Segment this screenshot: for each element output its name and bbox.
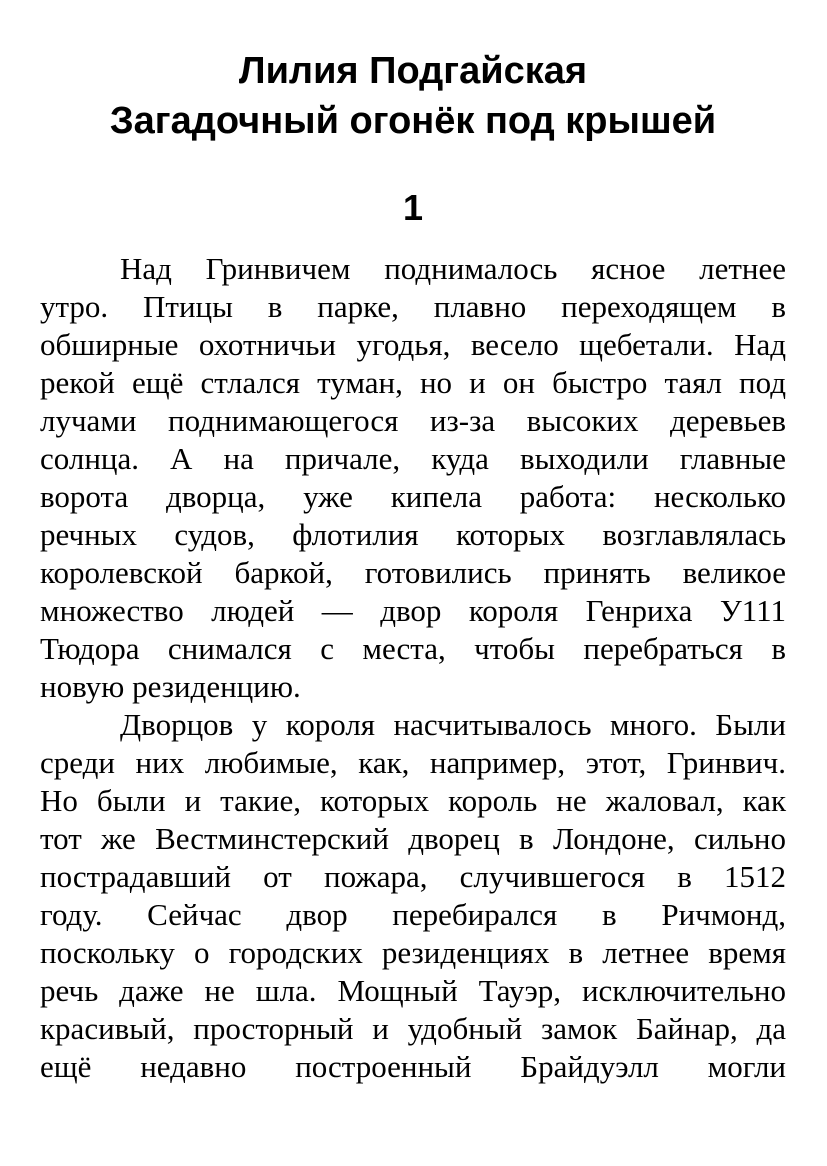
paragraph-2: [40, 706, 786, 1086]
text-line: королевской баркой, готовились принять великое: [40, 555, 786, 590]
text-line: речных судов, флотилия которых возглавлялась: [40, 517, 786, 552]
text-line: солнца. А на причале, куда выходили главные: [40, 441, 786, 476]
text-line: среди них любимые, как, например, этот, Гринвич.: [40, 745, 786, 780]
author-name: Лилия Подгайская: [238, 50, 588, 92]
body-text: [40, 250, 786, 1086]
text-line: году. Сейчас двор перебирался в Ричмонд,: [40, 897, 786, 932]
text-line: Тюдора снимался с места, чтобы перебраться в: [40, 631, 786, 666]
text-line: ещё недавно построенный Брайдуэлл могли: [40, 1049, 786, 1084]
text-line: красивый, просторный и удобный замок Байнар, да: [40, 1011, 786, 1046]
text-line: поскольку о городских резиденциях в летнее время: [40, 935, 786, 970]
document-page: [40, 0, 786, 1086]
text-line: новую резиденцию.: [40, 669, 301, 704]
book-title: Загадочный огонёк под крышей: [109, 100, 717, 142]
text-line: обширные охотничьи угодья, весело щебетали. Над: [40, 327, 786, 362]
text-line: тот же Вестминстерский дворец в Лондоне, сильно: [40, 821, 786, 856]
text-line: утро. Птицы в парке, плавно переходящем в: [40, 289, 786, 324]
text-line: рекой ещё стлался туман, но и он быстро таял под: [40, 365, 786, 400]
text-line: Над Гринвичем поднималось ясное летнее: [120, 251, 786, 286]
text-line: пострадавший от пожара, случившегося в 1512: [40, 859, 786, 894]
text-line: Но были и такие, которых король не жаловал, как: [40, 783, 786, 818]
text-line: речь даже не шла. Мощный Тауэр, исключительно: [40, 973, 786, 1008]
chapter-number: 1: [402, 187, 424, 228]
text-line: Дворцов у короля насчитывалось много. Были: [120, 707, 786, 742]
text-line: ворота дворца, уже кипела работа: несколько: [40, 479, 786, 514]
text-line: множество людей — двор короля Генриха У111: [40, 593, 786, 628]
paragraph-1: [40, 250, 786, 706]
text-line: лучами поднимающегося из-за высоких деревьев: [40, 403, 786, 438]
